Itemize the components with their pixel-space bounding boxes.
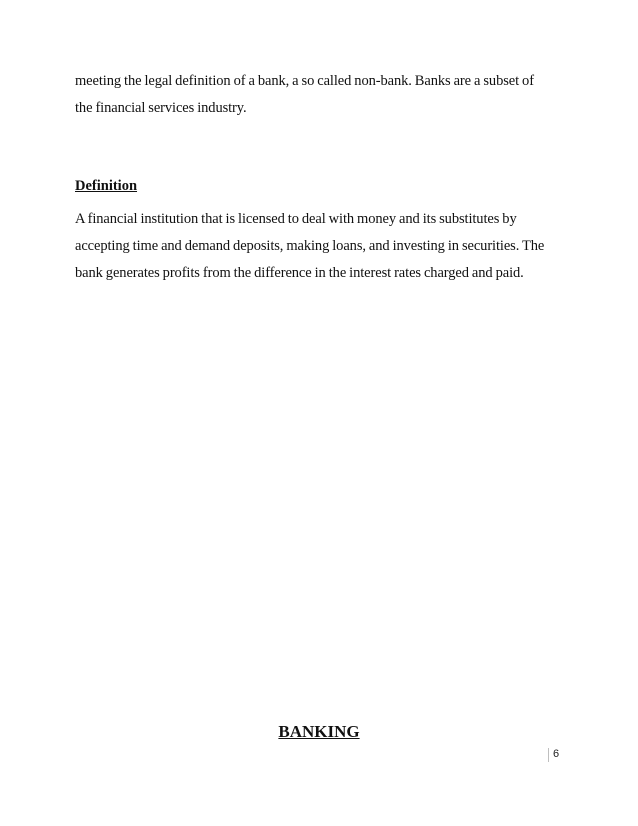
- section-heading-definition: Definition: [75, 178, 138, 194]
- paragraph-line: meeting the legal definition of a bank, a so called non-bank. Banks are a subset of: [75, 73, 534, 89]
- page-number: 6: [553, 748, 560, 760]
- paragraph-line: bank generates profits from the difference in the interest rates charged and paid.: [75, 265, 524, 281]
- footer-title: BANKING: [278, 722, 360, 741]
- page-number-divider: [548, 748, 549, 762]
- paragraph-line: accepting time and demand deposits, making loans, and investing in securities. The: [75, 238, 545, 254]
- definition-paragraph: [75, 206, 575, 287]
- paragraph-line: A financial institution that is licensed to deal with money and its substitutes by: [75, 211, 517, 227]
- intro-paragraph: [75, 68, 575, 122]
- paragraph-line: the financial services industry.: [75, 100, 247, 116]
